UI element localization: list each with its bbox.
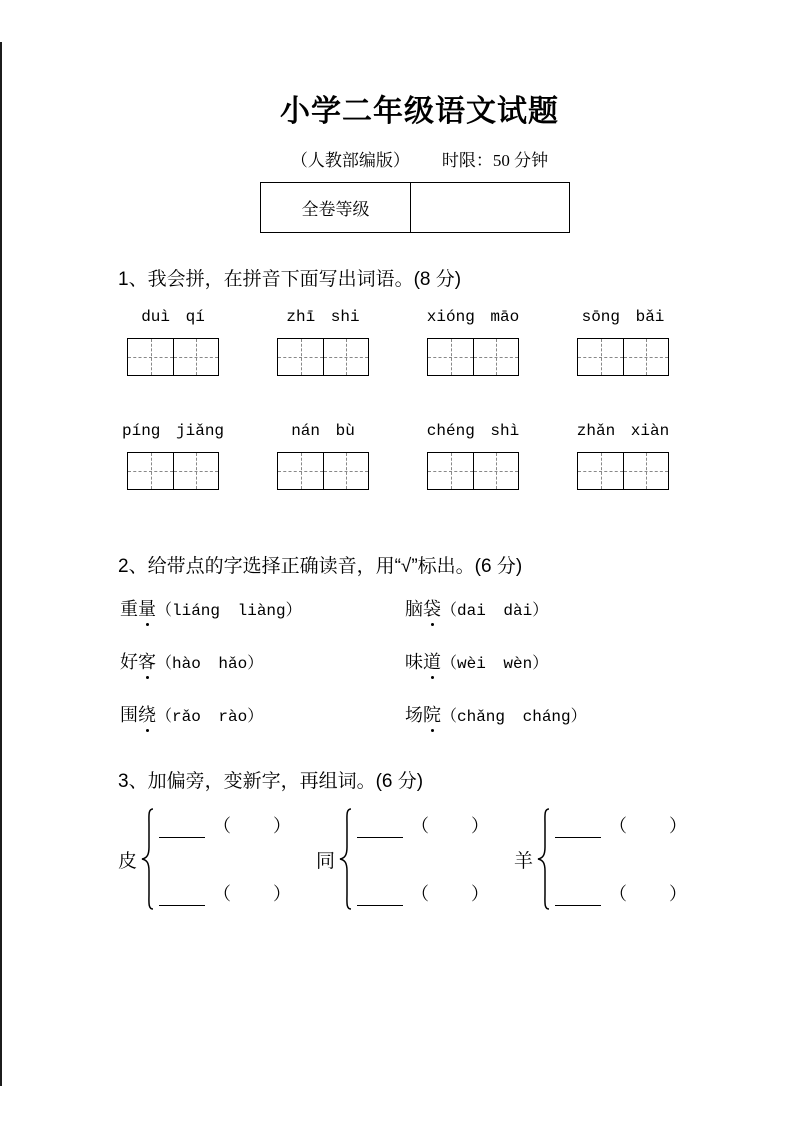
section2-heading: 2、给带点的字选择正确读音，用“√”标出。(6 分) bbox=[118, 556, 523, 577]
pronunciation-item bbox=[120, 651, 405, 675]
word-group bbox=[577, 308, 669, 376]
writing-grid bbox=[277, 338, 369, 376]
answer-line bbox=[159, 812, 293, 838]
paren-label: （ ） bbox=[411, 816, 492, 836]
grid-cell bbox=[128, 453, 173, 489]
pinyin-label: duì qí bbox=[141, 308, 205, 326]
grid-cell bbox=[473, 339, 518, 375]
answer-blank bbox=[159, 889, 205, 906]
word-char-dotted: 道 bbox=[423, 652, 441, 672]
page-title: 小学二年级语文试题 bbox=[280, 95, 559, 128]
base-char: 羊 bbox=[514, 850, 534, 872]
grid-cell bbox=[473, 453, 518, 489]
pinyin-row-2 bbox=[122, 422, 670, 490]
word-char-dotted: 客 bbox=[138, 652, 156, 672]
word-group bbox=[577, 422, 669, 490]
word-char: 场 bbox=[405, 705, 423, 725]
paren-label: （ ） bbox=[609, 816, 690, 836]
answer-lines bbox=[357, 810, 491, 908]
answer-line bbox=[357, 812, 491, 838]
subtitle bbox=[46, 146, 793, 171]
word-char-dotted: 绕 bbox=[138, 705, 156, 725]
pinyin-options: （chǎng cháng） bbox=[441, 708, 587, 726]
pinyin-label: sōng bǎi bbox=[581, 308, 665, 326]
pronunciation-item bbox=[120, 704, 405, 728]
word-char-dotted: 袋 bbox=[423, 599, 441, 619]
pinyin-label: chéng shì bbox=[426, 422, 520, 440]
grid-cell bbox=[278, 339, 323, 375]
paren-label: （ ） bbox=[609, 884, 690, 904]
word-char: 味 bbox=[405, 652, 423, 672]
grid-cell bbox=[428, 453, 473, 489]
writing-grid bbox=[127, 338, 219, 376]
grid-cell bbox=[173, 453, 218, 489]
pinyin-options: （hào hǎo） bbox=[156, 655, 264, 673]
word-char-dotted: 院 bbox=[423, 705, 441, 725]
paren-label: （ ） bbox=[213, 816, 294, 836]
pronunciation-list bbox=[120, 598, 587, 728]
edition-label: （人教部编版） bbox=[290, 151, 410, 170]
radical-group bbox=[514, 806, 690, 912]
answer-lines bbox=[159, 810, 293, 908]
word-group bbox=[427, 308, 519, 376]
pinyin-label: zhǎn xiàn bbox=[576, 422, 670, 440]
grid-cell bbox=[278, 453, 323, 489]
answer-blank bbox=[357, 821, 403, 838]
grade-table bbox=[260, 182, 570, 233]
answer-line bbox=[357, 880, 491, 906]
word-char: 好 bbox=[120, 652, 138, 672]
writing-grid bbox=[127, 452, 219, 490]
word-group bbox=[127, 308, 219, 376]
page-edge-artifact bbox=[0, 42, 2, 1086]
paren-label: （ ） bbox=[411, 884, 492, 904]
pinyin-label: píng jiǎng bbox=[122, 422, 225, 440]
pinyin-options: （dai dài） bbox=[441, 602, 549, 620]
grid-cell bbox=[578, 453, 623, 489]
word-char-dotted: 量 bbox=[138, 599, 156, 619]
answer-line bbox=[159, 880, 293, 906]
pinyin-label: xióng māo bbox=[426, 308, 520, 326]
pronunciation-item bbox=[405, 598, 587, 622]
brace-icon bbox=[535, 806, 551, 912]
pinyin-row-1 bbox=[127, 308, 669, 376]
writing-grid bbox=[427, 452, 519, 490]
answer-line bbox=[555, 880, 689, 906]
pronunciation-item bbox=[405, 651, 587, 675]
radical-group bbox=[316, 806, 492, 912]
brace-icon bbox=[337, 806, 353, 912]
pinyin-options: （rǎo rào） bbox=[156, 708, 264, 726]
section3-heading: 3、加偏旁，变新字，再组词。(6 分) bbox=[118, 771, 424, 792]
pronunciation-item bbox=[120, 598, 405, 622]
word-group bbox=[427, 422, 519, 490]
grid-cell bbox=[623, 339, 668, 375]
base-char: 同 bbox=[316, 850, 336, 872]
grid-cell bbox=[128, 339, 173, 375]
word-char: 围 bbox=[120, 705, 138, 725]
pinyin-options: （liáng liàng） bbox=[156, 602, 302, 620]
grade-label-cell: 全卷等级 bbox=[261, 183, 411, 232]
section1-heading: 1、我会拼，在拼音下面写出词语。(8 分) bbox=[118, 269, 462, 290]
word-group bbox=[122, 422, 225, 490]
pronunciation-item bbox=[405, 704, 587, 728]
answer-line bbox=[555, 812, 689, 838]
answer-blank bbox=[357, 889, 403, 906]
paren-label: （ ） bbox=[213, 884, 294, 904]
word-group bbox=[277, 422, 369, 490]
answer-blank bbox=[555, 889, 601, 906]
radical-exercise-row bbox=[118, 806, 690, 912]
grid-cell bbox=[578, 339, 623, 375]
grid-cell bbox=[428, 339, 473, 375]
grid-cell bbox=[323, 453, 368, 489]
writing-grid bbox=[577, 338, 669, 376]
brace-icon bbox=[139, 806, 155, 912]
pinyin-label: nán bù bbox=[291, 422, 355, 440]
grade-value-cell bbox=[411, 183, 569, 232]
pinyin-options: （wèi wèn） bbox=[441, 655, 549, 673]
grid-cell bbox=[323, 339, 368, 375]
pinyin-label: zhī shi bbox=[286, 308, 360, 326]
grid-cell bbox=[623, 453, 668, 489]
word-group bbox=[277, 308, 369, 376]
word-char: 脑 bbox=[405, 599, 423, 619]
answer-blank bbox=[159, 821, 205, 838]
writing-grid bbox=[577, 452, 669, 490]
base-char: 皮 bbox=[118, 850, 138, 872]
answer-blank bbox=[555, 821, 601, 838]
answer-lines bbox=[555, 810, 689, 908]
writing-grid bbox=[427, 338, 519, 376]
word-char: 重 bbox=[120, 599, 138, 619]
writing-grid bbox=[277, 452, 369, 490]
grid-cell bbox=[173, 339, 218, 375]
radical-group bbox=[118, 806, 294, 912]
time-limit-label: 时限：50 分钟 bbox=[441, 151, 549, 170]
